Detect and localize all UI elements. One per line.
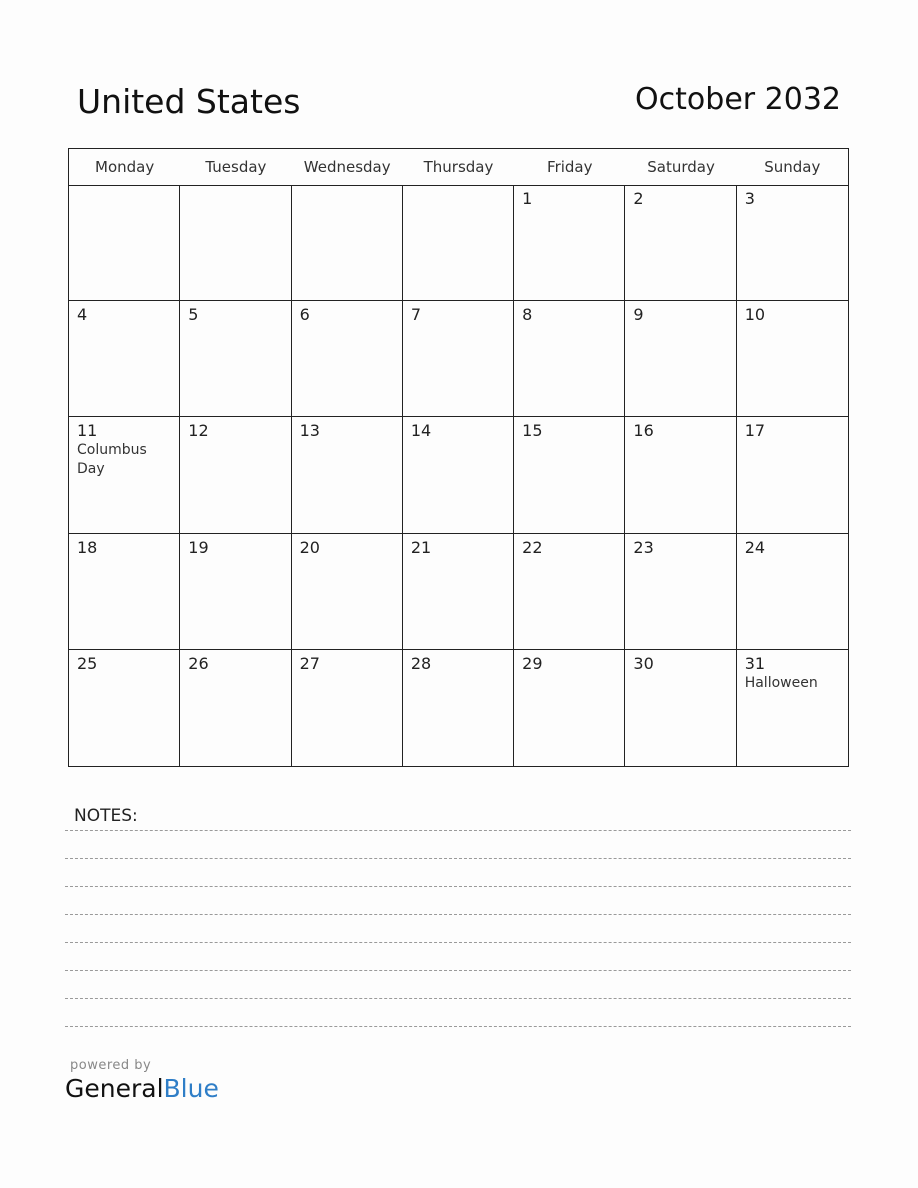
day-number: 11 [77, 421, 98, 441]
day-number: 1 [522, 189, 533, 208]
day-number: 3 [744, 189, 755, 208]
generalblue-logo [65, 1074, 219, 1103]
note-line [65, 914, 851, 915]
day-number: 17 [744, 421, 766, 441]
day-cell [292, 650, 403, 766]
day-cell [625, 185, 736, 301]
day-cell [292, 301, 403, 417]
day-cell [403, 534, 514, 650]
day-cell [69, 650, 180, 766]
weekday-monday: Monday [95, 158, 155, 176]
day-number: 6 [299, 305, 310, 325]
day-cell [514, 534, 625, 650]
day-number: 26 [188, 653, 209, 673]
day-number: 22 [522, 537, 543, 557]
day-number: 13 [299, 421, 320, 441]
day-number: 20 [299, 537, 320, 557]
day-number: 24 [744, 537, 766, 557]
day-cell [180, 534, 291, 650]
day-cell [180, 185, 291, 301]
day-cell [514, 301, 625, 417]
note-line [65, 886, 851, 887]
day-cell [69, 185, 180, 301]
holiday-label: Columbus Day [77, 442, 147, 478]
powered-by-text: powered by [70, 1058, 152, 1073]
brand-blue: Blue [163, 1074, 219, 1103]
day-number: 2 [633, 189, 644, 208]
day-cell [625, 301, 736, 417]
note-line [65, 942, 851, 943]
day-cell [403, 650, 514, 766]
day-number: 23 [633, 537, 654, 557]
day-cell [514, 650, 625, 766]
day-number: 15 [522, 421, 543, 441]
day-cell [180, 650, 291, 766]
day-cell [292, 417, 403, 533]
holiday-label: Halloween [744, 674, 818, 691]
day-number: 12 [188, 421, 209, 441]
weekday-tuesday: Tuesday [205, 158, 267, 176]
day-number: 29 [522, 653, 543, 673]
day-cell [69, 534, 180, 650]
day-number: 21 [410, 537, 432, 557]
weekday-saturday: Saturday [647, 158, 715, 176]
day-cell [69, 301, 180, 417]
day-cell [403, 417, 514, 533]
day-cell [737, 417, 848, 533]
day-number: 31 [744, 653, 766, 673]
weekday-header [69, 149, 848, 186]
note-line [65, 830, 851, 831]
country-title: United States [77, 82, 301, 121]
day-cell [180, 301, 291, 417]
day-cell [737, 185, 848, 301]
weekday-friday: Friday [547, 158, 593, 176]
calendar-grid [68, 148, 849, 767]
day-number: 19 [188, 537, 209, 557]
calendar-weeks [69, 185, 848, 766]
day-cell [737, 534, 848, 650]
day-number: 30 [633, 653, 654, 673]
day-cell [69, 417, 180, 533]
day-cell [737, 650, 848, 766]
day-cell [403, 185, 514, 301]
brand-general: General [65, 1074, 164, 1103]
day-number: 4 [77, 305, 88, 325]
note-line [65, 998, 851, 999]
day-cell [625, 650, 736, 766]
day-cell [292, 185, 403, 301]
day-number: 16 [633, 421, 654, 441]
note-line [65, 858, 851, 859]
day-number: 18 [77, 537, 98, 557]
weekday-wednesday: Wednesday [303, 158, 391, 176]
day-number: 27 [299, 653, 320, 673]
notes-label: NOTES: [74, 806, 138, 826]
day-cell [737, 301, 848, 417]
day-cell [625, 534, 736, 650]
day-cell [180, 417, 291, 533]
day-number: 14 [410, 421, 432, 441]
note-line [65, 970, 851, 971]
day-number: 25 [77, 653, 98, 673]
day-cell [514, 185, 625, 301]
day-cell [514, 417, 625, 533]
day-cell [292, 534, 403, 650]
weekday-sunday: Sunday [764, 158, 821, 176]
day-number: 9 [633, 305, 644, 325]
day-cell [403, 301, 514, 417]
day-number: 5 [188, 305, 199, 325]
day-number: 28 [410, 653, 432, 673]
note-line [65, 1026, 851, 1027]
month-year-title: October 2032 [635, 82, 841, 117]
day-number: 7 [410, 305, 422, 325]
weekday-thursday: Thursday [423, 158, 494, 176]
day-number: 8 [522, 305, 533, 325]
day-cell [625, 417, 736, 533]
day-number: 10 [744, 305, 766, 325]
